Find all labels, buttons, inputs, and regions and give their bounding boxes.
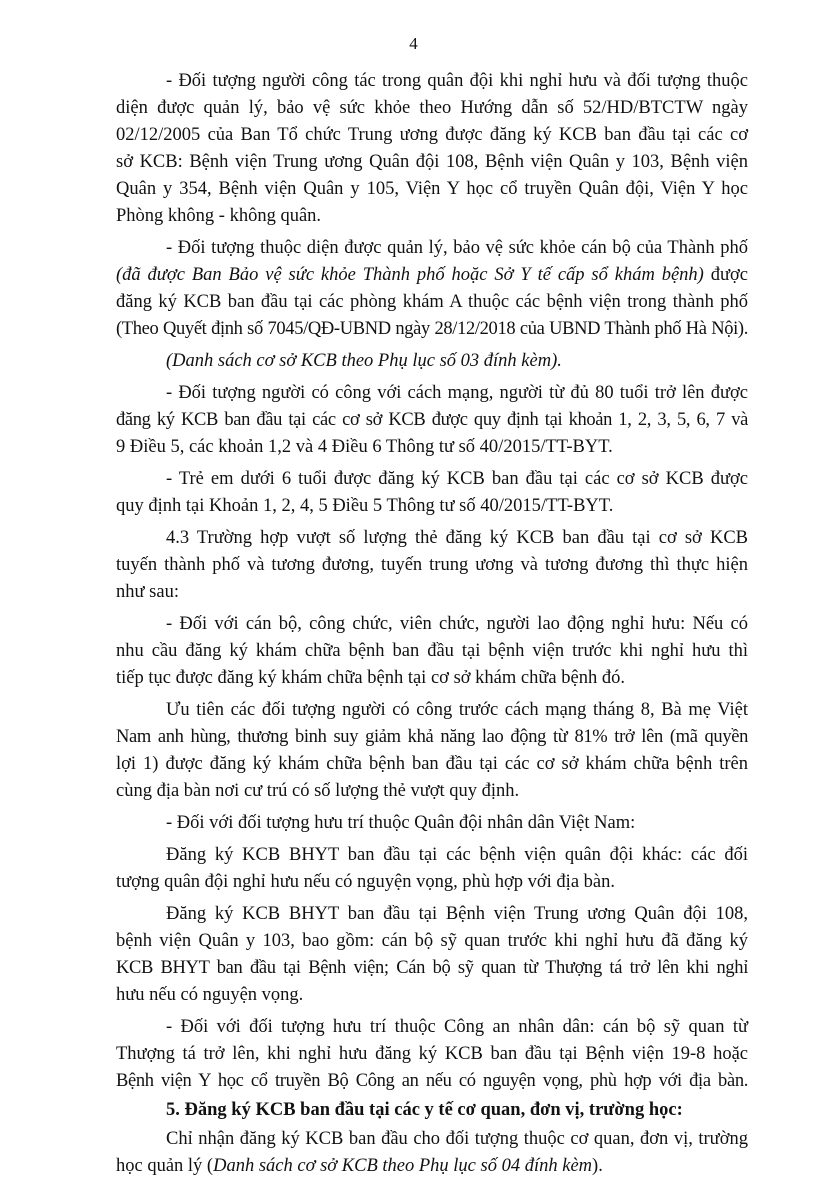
text-line: - Đối với đối tượng hưu trí thuộc Công an nhân dân: cán bộ sỹ quan từ [166, 1017, 748, 1037]
text-line: lợi 1) được đăng ký khám chữa bệnh ban đầu tại các cơ sở khám chữa bệnh trên [116, 754, 748, 774]
paragraph-institution-clinics [116, 1126, 748, 1180]
text-line: - Đối tượng người có công với cách mạng, người từ đủ 80 tuổi trở lên được [166, 383, 748, 403]
paragraph-hospital-108-103 [116, 901, 748, 1009]
italic-note: (đã được Ban Bảo vệ sức khỏe Thành phố hoặc Sở Y tế cấp sổ khám bệnh) [116, 265, 704, 285]
paragraph-revolution-contributors [116, 380, 748, 461]
text-line: bệnh viện Quân y 103, bao gồm: cán bộ sỹ quan trước khi nghỉ hưu đã đăng ký [116, 931, 748, 951]
text-line: Ưu tiên các đối tượng người có công trước cách mạng tháng 8, Bà mẹ Việt [166, 700, 748, 720]
text-line: - Đối tượng thuộc diện được quản lý, bảo vệ sức khỏe cán bộ của Thành phố [166, 238, 748, 258]
text-line: quy định tại Khoản 1, 2, 4, 5 Điều 5 Thông tư số 40/2015/TT-BYT. [116, 496, 614, 516]
text-line: đăng ký KCB ban đầu tại các phòng khám A thuộc các bệnh viện trong thành phố [116, 292, 748, 312]
text-line: tiếp tục được đăng ký khám chữa bệnh tại cơ sở khám chữa bệnh đó. [116, 668, 625, 688]
text-line: cùng địa bàn nơi cư trú có số lượng thẻ vượt quy định. [116, 781, 520, 801]
document-body [116, 68, 748, 1180]
text-line: hưu nếu có nguyện vọng. [116, 985, 304, 1005]
text-line: 4.3 Trường hợp vượt số lượng thẻ đăng ký KCB ban đầu tại cơ sở KCB [166, 528, 748, 548]
paragraph-city-officials [116, 235, 748, 343]
paragraph-children-under-6 [116, 466, 748, 520]
text-line: 9 Điều 5, các khoản 1,2 và 4 Điều 6 Thông tư số 40/2015/TT-BYT. [116, 437, 613, 457]
text-line: 02/12/2005 của Ban Tổ chức Trung ương được đăng ký KCB ban đầu tại các cơ [116, 125, 748, 145]
paragraph-other-military-hospitals [116, 842, 748, 896]
text-line [116, 348, 748, 375]
text-tail: ). [592, 1156, 603, 1176]
paragraph-section-4-3 [116, 525, 748, 606]
paragraph-priority-groups [116, 697, 748, 805]
text-line: - Đối với cán bộ, công chức, viên chức, người lao động nghỉ hưu: Nếu có [166, 614, 748, 634]
section-heading: 5. Đăng ký KCB ban đầu tại các y tế cơ quan, đơn vị, trường học: [166, 1100, 683, 1120]
text-line: sở KCB: Bệnh viện Trung ương Quân đội 108, Bệnh viện Quân y 103, Bệnh viện [116, 152, 748, 172]
italic-note: (Danh sách cơ sở KCB theo Phụ lục số 03 đính kèm). [166, 351, 562, 371]
text-line: Quân y 354, Bệnh viện Quân y 105, Viện Y học cổ truyền Quân đội, Viện Y học [116, 179, 748, 199]
text-line [116, 1153, 748, 1180]
italic-note: Danh sách cơ sở KCB theo Phụ lục số 04 đính kèm [213, 1156, 593, 1176]
text-line: - Đối tượng người công tác trong quân đội khi nghỉ hưu và đối tượng thuộc [166, 71, 748, 91]
text-line: (Theo Quyết định số 7045/QĐ-UBND ngày 28/12/2018 của UBND Thành phố Hà Nội). [116, 319, 748, 339]
text-line: Đăng ký KCB BHYT ban đầu tại các bệnh viện quân đội khác: các đối [166, 845, 748, 865]
paragraph-appendix-03-note [116, 348, 748, 375]
page-number: 4 [409, 34, 418, 53]
text-line: Phòng không - không quân. [116, 206, 322, 226]
text-line: đăng ký KCB ban đầu tại các cơ sở KCB được quy định tại khoản 1, 2, 3, 5, 6, 7 và [116, 410, 748, 430]
text-line: Bệnh viện Y học cổ truyền Bộ Công an nếu có nguyện vọng, phù hợp với địa bàn. [116, 1071, 748, 1091]
text-line: - Đối với đối tượng hưu trí thuộc Quân đội nhân dân Việt Nam: [166, 813, 636, 833]
text-line: Thượng tá trở lên, khi nghỉ hưu đăng ký KCB ban đầu tại Bệnh viện 19-8 hoặc [116, 1044, 748, 1064]
text-line: Nam anh hùng, thương binh suy giảm khả năng lao động từ 81% trở lên (mã quyền [116, 727, 748, 747]
text-tail: được [703, 265, 748, 285]
text-line: KCB BHYT ban đầu tại Bệnh viện; Cán bộ sỹ quan từ Thượng tá trở lên khi nghỉ [116, 958, 748, 978]
section-5-heading [116, 1097, 748, 1124]
paragraph-military-retirees-heading [116, 810, 748, 837]
text-line: như sau: [116, 582, 179, 602]
text-line [116, 262, 748, 289]
text-line: tượng quân đội nghỉ hưu nếu có nguyện vọng, phù hợp với địa bàn. [116, 872, 615, 892]
paragraph-retired-civil-servants [116, 611, 748, 692]
text-line: diện được quản lý, bảo vệ sức khỏe theo Hướng dẫn số 52/HD/BTCTW ngày [116, 98, 748, 118]
paragraph-police-retirees [116, 1014, 748, 1095]
text-line: tuyến thành phố và tương đương, tuyến trung ương và tương đương thì thực hiện [116, 555, 748, 575]
text-line: Chỉ nhận đăng ký KCB ban đầu cho đối tượng thuộc cơ quan, đơn vị, trường [166, 1129, 748, 1149]
text-head: học quản lý ( [116, 1156, 214, 1176]
text-line: nhu cầu đăng ký khám chữa bệnh ban đầu tại bệnh viện trước khi nghỉ hưu thì [116, 641, 748, 661]
paragraph-military-retirees [116, 68, 748, 230]
text-line: Đăng ký KCB BHYT ban đầu tại Bệnh viện Trung ương Quân đội 108, [166, 904, 748, 924]
text-line: - Trẻ em dưới 6 tuổi được đăng ký KCB ban đầu tại các cơ sở KCB được [166, 469, 748, 489]
